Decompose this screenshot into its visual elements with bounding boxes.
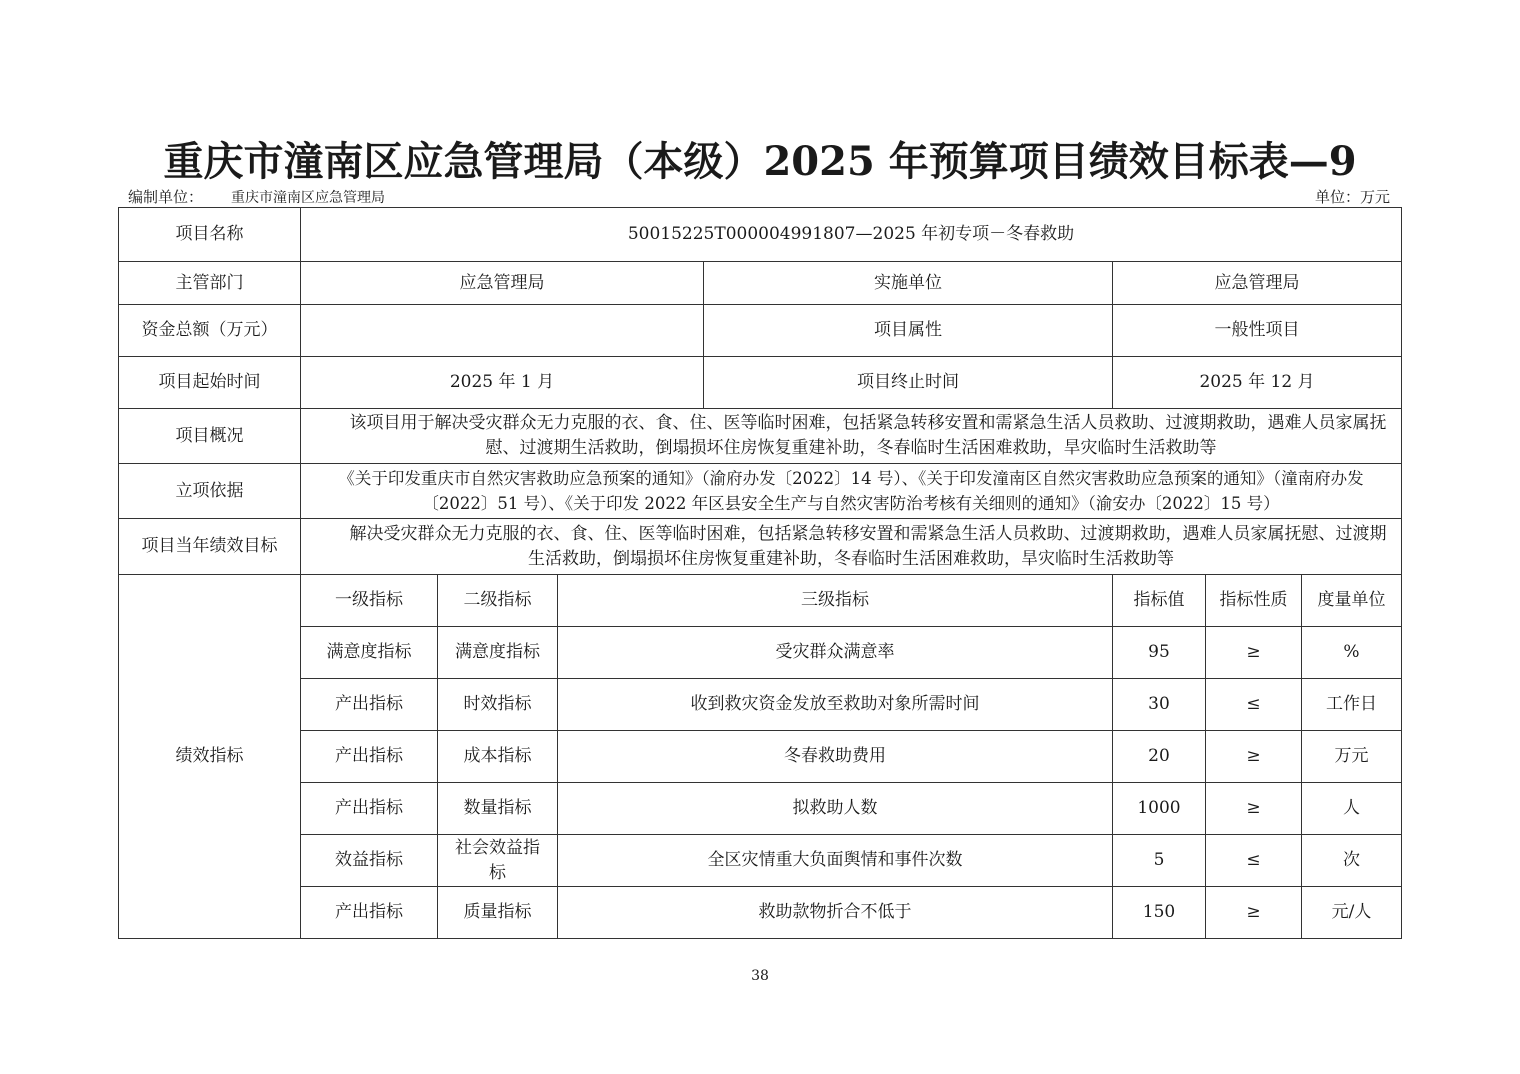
indicator-nature: ≥ — [1206, 887, 1302, 939]
indicator-level2: 成本指标 — [438, 731, 558, 783]
indicator-value: 5 — [1113, 835, 1206, 887]
attr-value: 一般性项目 — [1113, 305, 1402, 357]
indicator-nature: ≥ — [1206, 783, 1302, 835]
indicator-nature: ≤ — [1206, 679, 1302, 731]
indicator-level2: 时效指标 — [438, 679, 558, 731]
indicator-level2: 数量指标 — [438, 783, 558, 835]
table-row — [119, 783, 1402, 835]
header-level1: 一级指标 — [301, 575, 438, 627]
indicator-value: 30 — [1113, 679, 1206, 731]
compiler-value: 重庆市潼南区应急管理局 — [231, 190, 386, 206]
unit-label: 单位：万元 — [1314, 188, 1390, 206]
indicators-section-label: 绩效指标 — [119, 575, 301, 939]
indicator-level2: 满意度指标 — [438, 627, 558, 679]
indicator-nature: ≥ — [1206, 731, 1302, 783]
end-value: 2025 年 12 月 — [1113, 357, 1402, 409]
basis-text: 《关于印发重庆市自然灾害救助应急预案的通知》（渝府办发〔2022〕14 号）、《关于印发潼南区自然灾害救助应急预案的通知》（潼南府办发〔2022〕51 号）、《关于印发 2022 年区县安全生产与自然灾害防治考核有关细则的通知》（渝安办〔2022〕15 号） — [301, 464, 1402, 519]
indicator-value: 95 — [1113, 627, 1206, 679]
indicator-unit: 万元 — [1302, 731, 1402, 783]
indicator-value: 1000 — [1113, 783, 1206, 835]
end-label: 项目终止时间 — [704, 357, 1113, 409]
indicator-level3: 全区灾情重大负面舆情和事件次数 — [558, 835, 1113, 887]
funds-label: 资金总额（万元） — [119, 305, 301, 357]
indicator-level1: 效益指标 — [301, 835, 438, 887]
indicator-level1: 产出指标 — [301, 731, 438, 783]
indicator-level1: 产出指标 — [301, 679, 438, 731]
project-name-label: 项目名称 — [119, 208, 301, 262]
indicator-level2: 质量指标 — [438, 887, 558, 939]
indicator-level1: 产出指标 — [301, 887, 438, 939]
indicator-level3: 拟救助人数 — [558, 783, 1113, 835]
header-level3: 三级指标 — [558, 575, 1113, 627]
goal-text: 解决受灾群众无力克服的衣、食、住、医等临时困难，包括紧急转移安置和需紧急生活人员救助、过渡期救助，遇难人员家属抚慰、过渡期生活救助，倒塌损坏住房恢复重建补助，冬春临时生活困难救助，旱灾临时生活救助等 — [301, 519, 1402, 575]
indicator-level3: 受灾群众满意率 — [558, 627, 1113, 679]
indicator-nature: ≥ — [1206, 627, 1302, 679]
indicator-nature: ≤ — [1206, 835, 1302, 887]
indicator-value: 20 — [1113, 731, 1206, 783]
start-label: 项目起始时间 — [119, 357, 301, 409]
performance-table — [118, 207, 1402, 939]
table-row — [119, 835, 1402, 887]
page-title: 重庆市潼南区应急管理局（本级）2025 年预算项目绩效目标表—9 — [163, 138, 1357, 185]
dept-label: 主管部门 — [119, 262, 301, 305]
funds-value — [301, 305, 704, 357]
indicator-unit: 次 — [1302, 835, 1402, 887]
impl-label: 实施单位 — [704, 262, 1113, 305]
compiler-label: 编制单位： — [128, 188, 204, 206]
header-unit: 度量单位 — [1302, 575, 1402, 627]
indicator-unit: 元/人 — [1302, 887, 1402, 939]
dept-value: 应急管理局 — [301, 262, 704, 305]
indicator-level3: 救助款物折合不低于 — [558, 887, 1113, 939]
goal-label: 项目当年绩效目标 — [119, 519, 301, 575]
table-row — [119, 679, 1402, 731]
indicator-level3: 冬春救助费用 — [558, 731, 1113, 783]
header-level2: 二级指标 — [438, 575, 558, 627]
indicator-unit: % — [1302, 627, 1402, 679]
start-value: 2025 年 1 月 — [301, 357, 704, 409]
header-value: 指标值 — [1113, 575, 1206, 627]
overview-label: 项目概况 — [119, 409, 301, 464]
header-nature: 指标性质 — [1206, 575, 1302, 627]
attr-label: 项目属性 — [704, 305, 1113, 357]
indicator-level1: 产出指标 — [301, 783, 438, 835]
overview-text: 该项目用于解决受灾群众无力克服的衣、食、住、医等临时困难，包括紧急转移安置和需紧急生活人员救助、过渡期救助，遇难人员家属抚慰、过渡期生活救助，倒塌损坏住房恢复重建补助，冬春临时生活困难救助，旱灾临时生活救助等 — [301, 409, 1402, 464]
indicator-level3: 收到救灾资金发放至救助对象所需时间 — [558, 679, 1113, 731]
impl-value: 应急管理局 — [1113, 262, 1402, 305]
table-row — [119, 887, 1402, 939]
project-name-value: 50015225T000004991807—2025 年初专项－冬春救助 — [301, 208, 1402, 262]
indicator-level2: 社会效益指标 — [438, 835, 558, 887]
table-row — [119, 731, 1402, 783]
indicator-level1: 满意度指标 — [301, 627, 438, 679]
page-number: 38 — [751, 968, 769, 984]
indicator-unit: 人 — [1302, 783, 1402, 835]
basis-label: 立项依据 — [119, 464, 301, 519]
table-row — [119, 627, 1402, 679]
indicator-unit: 工作日 — [1302, 679, 1402, 731]
compiler-line — [128, 186, 385, 207]
indicator-value: 150 — [1113, 887, 1206, 939]
